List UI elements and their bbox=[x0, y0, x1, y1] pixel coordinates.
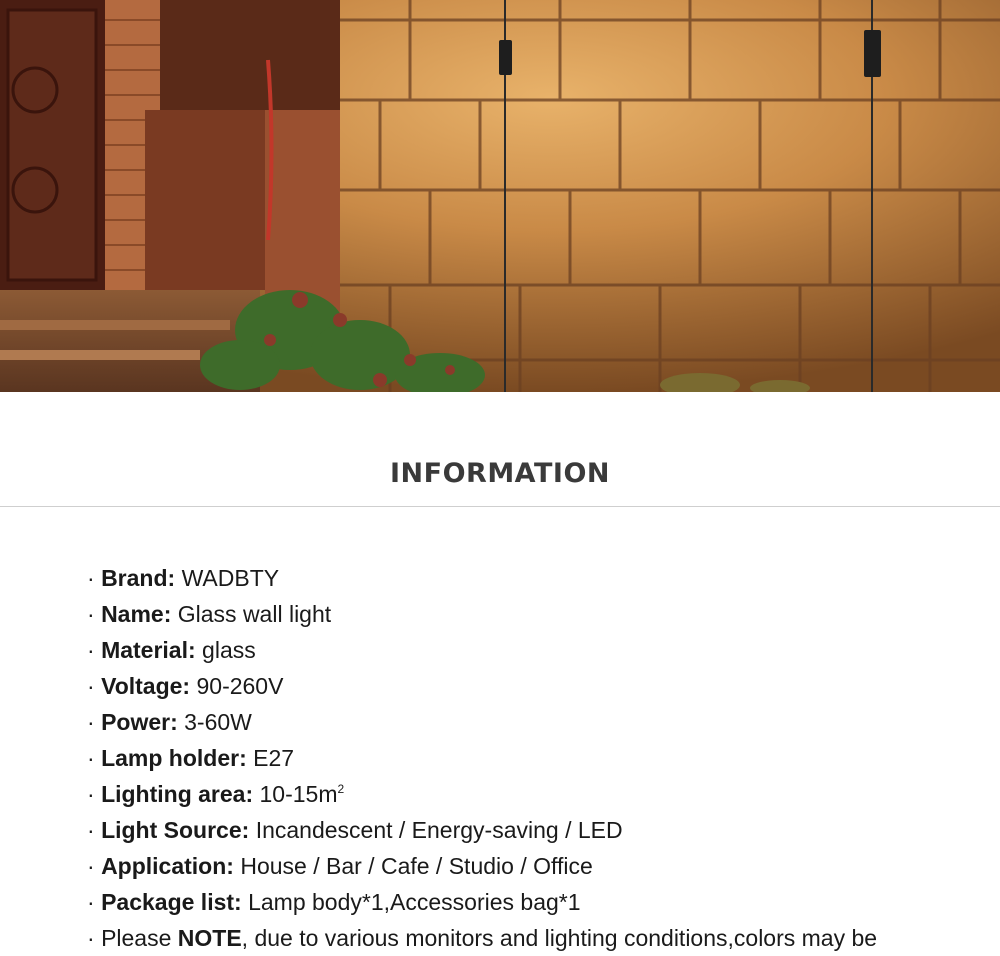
spec-item-package-list bbox=[87, 884, 967, 920]
bullet: · bbox=[87, 709, 95, 735]
spec-label: Name: bbox=[101, 601, 172, 627]
section-divider bbox=[0, 506, 1000, 507]
spec-label: Lighting area: bbox=[101, 781, 254, 807]
note-text: , due to various monitors and lighting conditions,colors may be bbox=[241, 925, 878, 951]
spec-item-material bbox=[87, 632, 967, 668]
spec-item-lamp-holder bbox=[87, 740, 967, 776]
spec-item-voltage bbox=[87, 668, 967, 704]
spec-value: 10-15m bbox=[259, 781, 338, 807]
wall-lamp-scene-image bbox=[0, 0, 1000, 392]
bullet: · bbox=[87, 745, 95, 771]
bullet: · bbox=[87, 673, 95, 699]
section-title: INFORMATION bbox=[389, 458, 610, 489]
bullet: · bbox=[87, 853, 95, 879]
spec-value: 90-260V bbox=[196, 673, 284, 699]
spec-item-lighting-area bbox=[87, 776, 967, 812]
spec-label: Power: bbox=[101, 709, 178, 735]
bullet: · bbox=[87, 637, 95, 663]
note-keyword: NOTE bbox=[177, 925, 242, 951]
spec-value: 3-60W bbox=[184, 709, 252, 735]
spec-label: Light Source: bbox=[101, 817, 250, 843]
spec-value: Glass wall light bbox=[177, 601, 332, 627]
spec-item-brand bbox=[87, 560, 967, 596]
spec-label: Lamp holder: bbox=[101, 745, 247, 771]
spec-label: Material: bbox=[101, 637, 196, 663]
spec-label: Application: bbox=[101, 853, 234, 879]
spec-list bbox=[87, 560, 967, 920]
hero-photo bbox=[0, 0, 1000, 392]
spec-value: glass bbox=[202, 637, 256, 663]
spec-item-application bbox=[87, 848, 967, 884]
bullet: · bbox=[87, 889, 95, 915]
spec-value: E27 bbox=[253, 745, 295, 771]
spec-item-light-source bbox=[87, 812, 967, 848]
spec-value: House / Bar / Cafe / Studio / Office bbox=[240, 853, 593, 879]
spec-value: WADBTY bbox=[181, 565, 280, 591]
bullet: · bbox=[87, 817, 95, 843]
bullet: · bbox=[87, 565, 95, 591]
bullet: · bbox=[87, 925, 95, 951]
spec-label: Package list: bbox=[101, 889, 242, 915]
bullet: · bbox=[87, 781, 95, 807]
spec-label: Voltage: bbox=[101, 673, 191, 699]
spec-item-power bbox=[87, 704, 967, 740]
spec-value: Lamp body*1,Accessories bag*1 bbox=[248, 889, 581, 915]
superscript: 2 bbox=[337, 782, 345, 796]
spec-item-name bbox=[87, 596, 967, 632]
spec-label: Brand: bbox=[101, 565, 176, 591]
note-prefix: Please bbox=[101, 925, 172, 951]
bullet: · bbox=[87, 601, 95, 627]
spec-value: Incandescent / Energy-saving / LED bbox=[255, 817, 623, 843]
